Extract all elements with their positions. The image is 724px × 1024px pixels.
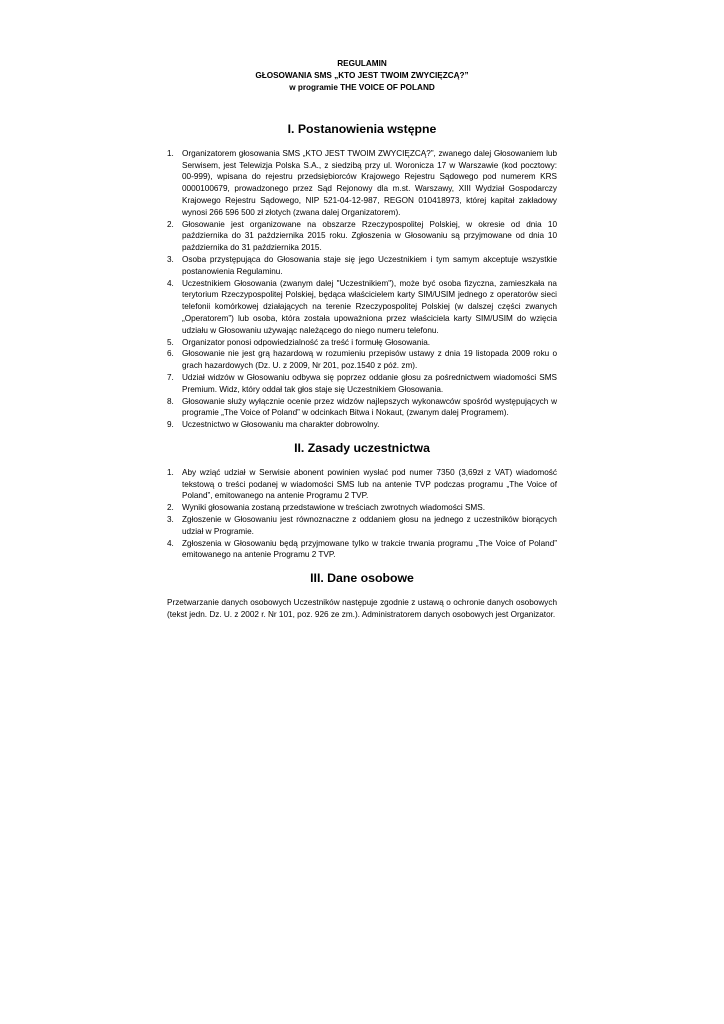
list-item xyxy=(167,219,557,254)
item-number: 4. xyxy=(167,278,174,288)
item-text: Udział widzów w Głosowaniu odbywa się poprzez oddanie głosu za pośrednictwem wiadomości SMS Premium. Widz, który oddał tak głos staje się Uczestnikiem Głosowania. xyxy=(182,372,557,394)
item-text: Wyniki głosowania zostaną przedstawione w treściach zwrotnych wiadomości SMS. xyxy=(182,503,485,513)
item-number: 9. xyxy=(167,420,174,430)
item-number: 2. xyxy=(167,503,174,513)
list-item xyxy=(167,254,557,278)
section-heading-1: I. Postanowienia wstępne xyxy=(287,122,437,136)
item-number: 3. xyxy=(167,514,174,524)
item-number: 5. xyxy=(167,337,174,347)
title-line-1: REGULAMIN xyxy=(337,59,387,68)
list-item xyxy=(167,148,557,219)
item-text: Głosowanie jest organizowane na obszarze Rzeczypospolitej Polskiej, w okresie od dnia 10 października do 31 października 2015 roku. Zgłoszenia w Głosowaniu są przyjmowane od dnia 10 października do 31 października 2015. xyxy=(182,219,557,253)
list-item xyxy=(167,514,557,538)
item-text: Organizatorem głosowania SMS „KTO JEST TWOIM ZWYCIĘZCĄ?”, zwanego dalej Głosowaniem lub Serwisem, jest Telewizja Polska S.A., z siedzibą przy ul. Woronicza 17 w Warszawie (kod pocztowy: 00-999), wpisana do rejestru przedsiębiorców Krajowego Rejestru Sądowego pod numerem KRS 0000100679, prowadzonego przez Sąd Rejonowy dla m.st. Warszawy, XIII Wydział Gospodarczy Krajowego Rejestru Sądowego, NIP 521-04-12-987, REGON 010418973, której kapitał zakładowy wynosi 266 596 500 zł złotych (zwana dalej Organizatorem). xyxy=(182,148,557,217)
item-number: 3. xyxy=(167,254,174,264)
title-line-3: w programie THE VOICE OF POLAND xyxy=(289,83,435,92)
section-heading-3: III. Dane osobowe xyxy=(310,571,414,586)
title-line-2: GŁOSOWANIA SMS „KTO JEST TWOIM ZWYCIĘZCĄ?” xyxy=(255,71,469,80)
item-text: Osoba przystępująca do Głosowania staje się jego Uczestnikiem i tym samym akceptuje wszystkie postanowienia Regulaminu. xyxy=(182,254,557,276)
document-content xyxy=(167,58,557,620)
item-number: 6. xyxy=(167,349,174,359)
list-item xyxy=(167,502,557,514)
list-item xyxy=(167,348,557,372)
item-number: 1. xyxy=(167,467,174,477)
item-text: Uczestnictwo w Głosowaniu ma charakter dobrowolny. xyxy=(182,420,380,430)
list-item xyxy=(167,337,557,349)
document-title xyxy=(167,58,557,94)
item-number: 4. xyxy=(167,538,174,548)
item-number: 2. xyxy=(167,219,174,229)
item-text: Organizator ponosi odpowiedzialność za treść i formułę Głosowania. xyxy=(182,337,431,347)
section-heading-2: II. Zasady uczestnictwa xyxy=(294,440,430,455)
section-1-list xyxy=(167,148,557,431)
item-text: Zgłoszenia w Głosowaniu będą przyjmowane tylko w trakcie trwania programu „The Voice of Poland” emitowanego na antenie Programu 2 TVP. xyxy=(182,538,557,560)
item-number: 1. xyxy=(167,148,174,158)
list-item xyxy=(167,467,557,502)
item-text: Aby wziąć udział w Serwisie abonent powinien wysłać pod numer 7350 (3,69zł z VAT) wiadomość tekstową o treści podanej w wiadomości SMS lub na antenie TVP podczas programu „The Voice of Poland”, emitowanego na antenie Programu 2 TVP. xyxy=(182,467,557,501)
section-2-list xyxy=(167,467,557,561)
item-text: Głosowanie służy wyłącznie ocenie przez widzów najlepszych wykonawców spośród występujących w programie „The Voice of Poland” w odcinkach Bitwa i Nokaut, (zwanym dalej Programem). xyxy=(182,396,557,418)
list-item xyxy=(167,538,557,562)
list-item xyxy=(167,419,557,431)
item-number: 8. xyxy=(167,396,174,406)
list-item xyxy=(167,372,557,396)
item-text: Zgłoszenie w Głosowaniu jest równoznaczne z oddaniem głosu na jednego z uczestników biorących udział w Programie. xyxy=(182,514,557,536)
item-text: Głosowanie nie jest grą hazardową w rozumieniu przepisów ustawy z dnia 19 listopada 2009 roku o grach hazardowych (Dz. U. z 2009, Nr 201, poz.1540 z póź. zm). xyxy=(182,349,557,371)
list-item xyxy=(167,278,557,337)
item-text: Uczestnikiem Głosowania (zwanym dalej "Uczestnikiem"), może być osoba fizyczna, zamieszkała na terytorium Rzeczypospolitej Polskiej, będąca właścicielem karty SIM/USIM jednego z operatorów sieci telefonii komórkowej działających na terenie Rzeczypospolitej Polskiej (w dalszej części zwanych „Operatorem”) lub osoba, która została upoważniona przez właściciela karty SIM/USIM do wzięcia udziału w Głosowaniu używając należącego do niego numeru telefonu. xyxy=(182,278,557,335)
list-item xyxy=(167,396,557,420)
section-3-paragraph: Przetwarzanie danych osobowych Uczestników następuje zgodnie z ustawą o ochronie danych osobowych (tekst jedn. Dz. U. z 2002 r. Nr 101, poz. 926 ze zm.). Administratorem danych osobowych jest Organizator. xyxy=(167,597,557,619)
item-number: 7. xyxy=(167,372,174,382)
